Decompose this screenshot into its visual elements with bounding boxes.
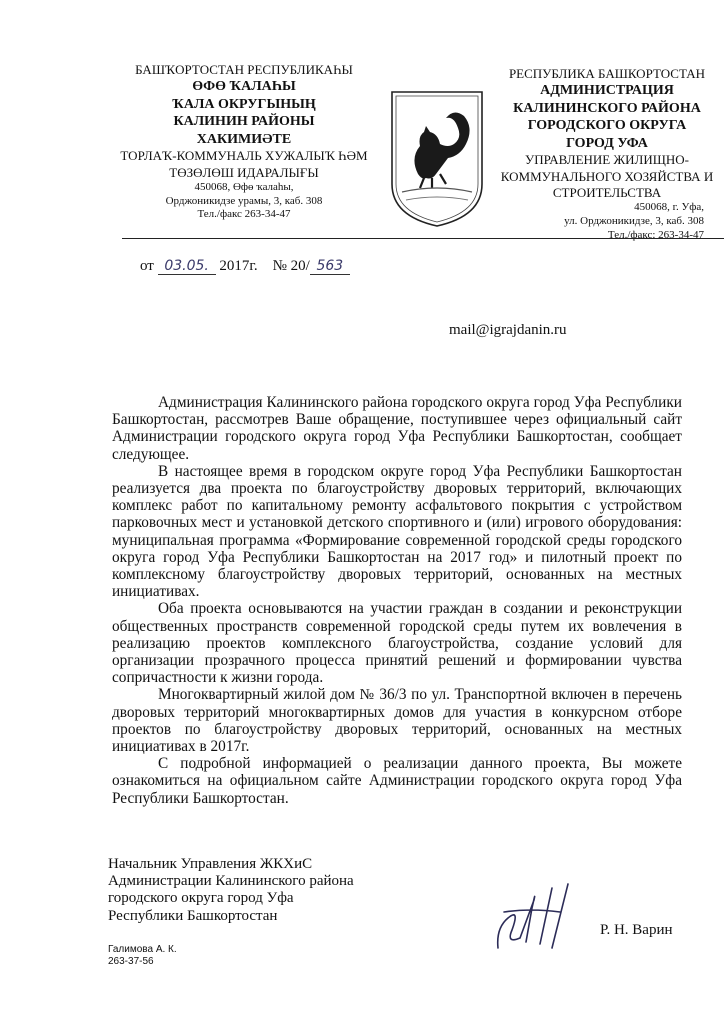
header-right-russian [496,66,718,242]
header-right-line: 450068, г. Уфа, [634,201,704,213]
header-left-line: ӨФӨ ҠАЛАҺЫ [192,79,296,95]
signatory-title [108,856,354,925]
ufa-coat-of-arms-icon [388,88,486,228]
header-left-line: БАШҠОРТОСТАН РЕСПУБЛИКАҺЫ [135,62,353,77]
header-right-line: РЕСПУБЛИКА БАШКОРТОСТАН [508,66,706,81]
header-divider [122,238,724,239]
header-right-line: УПРАВЛЕНИЕ ЖИЛИЩНО- [525,152,689,168]
header-left-line: ҠАЛА ОКРУГЫНЫҢ [172,96,316,112]
executor-footnote [108,944,177,968]
letter-body [112,394,682,807]
header-right-line: Тел./факс: 263-34-47 [607,228,704,241]
header-right-line: КАЛИНИНСКОГО РАЙОНА [513,100,701,116]
paragraph: Администрация Калининского района городского округа город Уфа Республики Башкортостан, рассмотрев Ваше обращение, поступившее через официальный сайт Администрации городского округа город Уфа Республики Башкортостан, сообщает следующее. [112,394,682,463]
signatory-name: Р. Н. Варин [600,922,673,938]
paragraph: С подробной информацией о реализации данного проекта, Вы можете ознакомиться на официальном сайте Администрации городского округа город Уфа Республики Башкортостан. [112,755,682,807]
paragraph: Многоквартирный жилой дом № 36/3 по ул. Транспортной включен в перечень дворовых территорий многоквартирных домов для участия в конкурсном отборе проектов по благоустройству дворовых территорий, основанных на местных инициативах в 2017г. [112,686,682,756]
header-right-line: КОММУНАЛЬНОГО ХОЗЯЙСТВА И [500,168,714,184]
ref-date-handwritten: 03.05. [158,258,216,275]
outgoing-reference [140,258,350,275]
header-right-line: ГОРОДСКОГО ОКРУГА [527,118,687,134]
ref-year: 2017г. [219,258,258,274]
signatory-line: Администрации Калининского района [108,873,354,890]
signatory-line: Республики Башкортостан [108,907,278,924]
recipient-email: mail@igrajdanin.ru [449,322,567,338]
header-right-line: ул. Орджоникидзе, 3, каб. 308 [564,214,704,227]
signatory-line: Начальник Управления ЖКХиС [108,856,313,872]
header-left-line: КАЛИНИН РАЙОНЫ [173,114,315,130]
ref-prefix: от [140,258,154,274]
header-left-line: ТОРЛАҠ-КОММУНАЛЬ ХУЖАЛЫҠ ҺӘМ [120,148,368,164]
paragraph: Оба проекта основываются на участии граждан в создании и реконструкции общественных пространств современной городской среды путем их вовлечения в реализацию проектов комплексного благоустройства, создание условий для организации прозрачного процесса принятий решений и формировании чувства сопричастности к жизни города. [112,600,682,687]
signatory-line: городского округа город Уфа [108,890,294,907]
header-right-line: АДМИНИСТРАЦИЯ [540,83,674,99]
header-left-line: ХАКИМИӘТЕ [196,131,292,147]
executor-name: Галимова А. К. [108,944,177,955]
header-left-line: Тел./факс 263-34-47 [197,208,291,221]
header-left-line: Орджоникидзе урамы, 3, каб. 308 [165,194,323,207]
header-right-line: ГОРОД УФА [566,135,648,151]
header-left-bashkir [104,62,384,222]
handwritten-signature-icon [490,878,580,958]
header-right-line: СТРОИТЕЛЬСТВА [552,184,662,200]
header-left-line: 450068, Өфө ҡалаһы, [194,180,294,193]
ref-number-label: № 20/ [272,258,310,274]
ref-number-handwritten: 563 [310,258,350,275]
executor-phone: 263-37-56 [108,956,154,967]
header-left-line: ТӨЗӨЛӨШ ИДАРАЛЫҒЫ [169,164,319,180]
paragraph: В настоящее время в городском округе город Уфа Республики Башкортостан реализуется два проекта по благоустройству дворовых территорий, включающих комплекс работ по капитальному ремонту асфальтового покрытия с устройством парковочных мест и установкой детского спортивного и (или) игрового оборудования: муниципальная программа «Формирование современной городской среды городского округа город Уфа Республики Башкортостан на 2017 год» и пилотный проект по комплексному благоустройству дворовых территорий, основанных на местных инициативах. [112,462,682,601]
